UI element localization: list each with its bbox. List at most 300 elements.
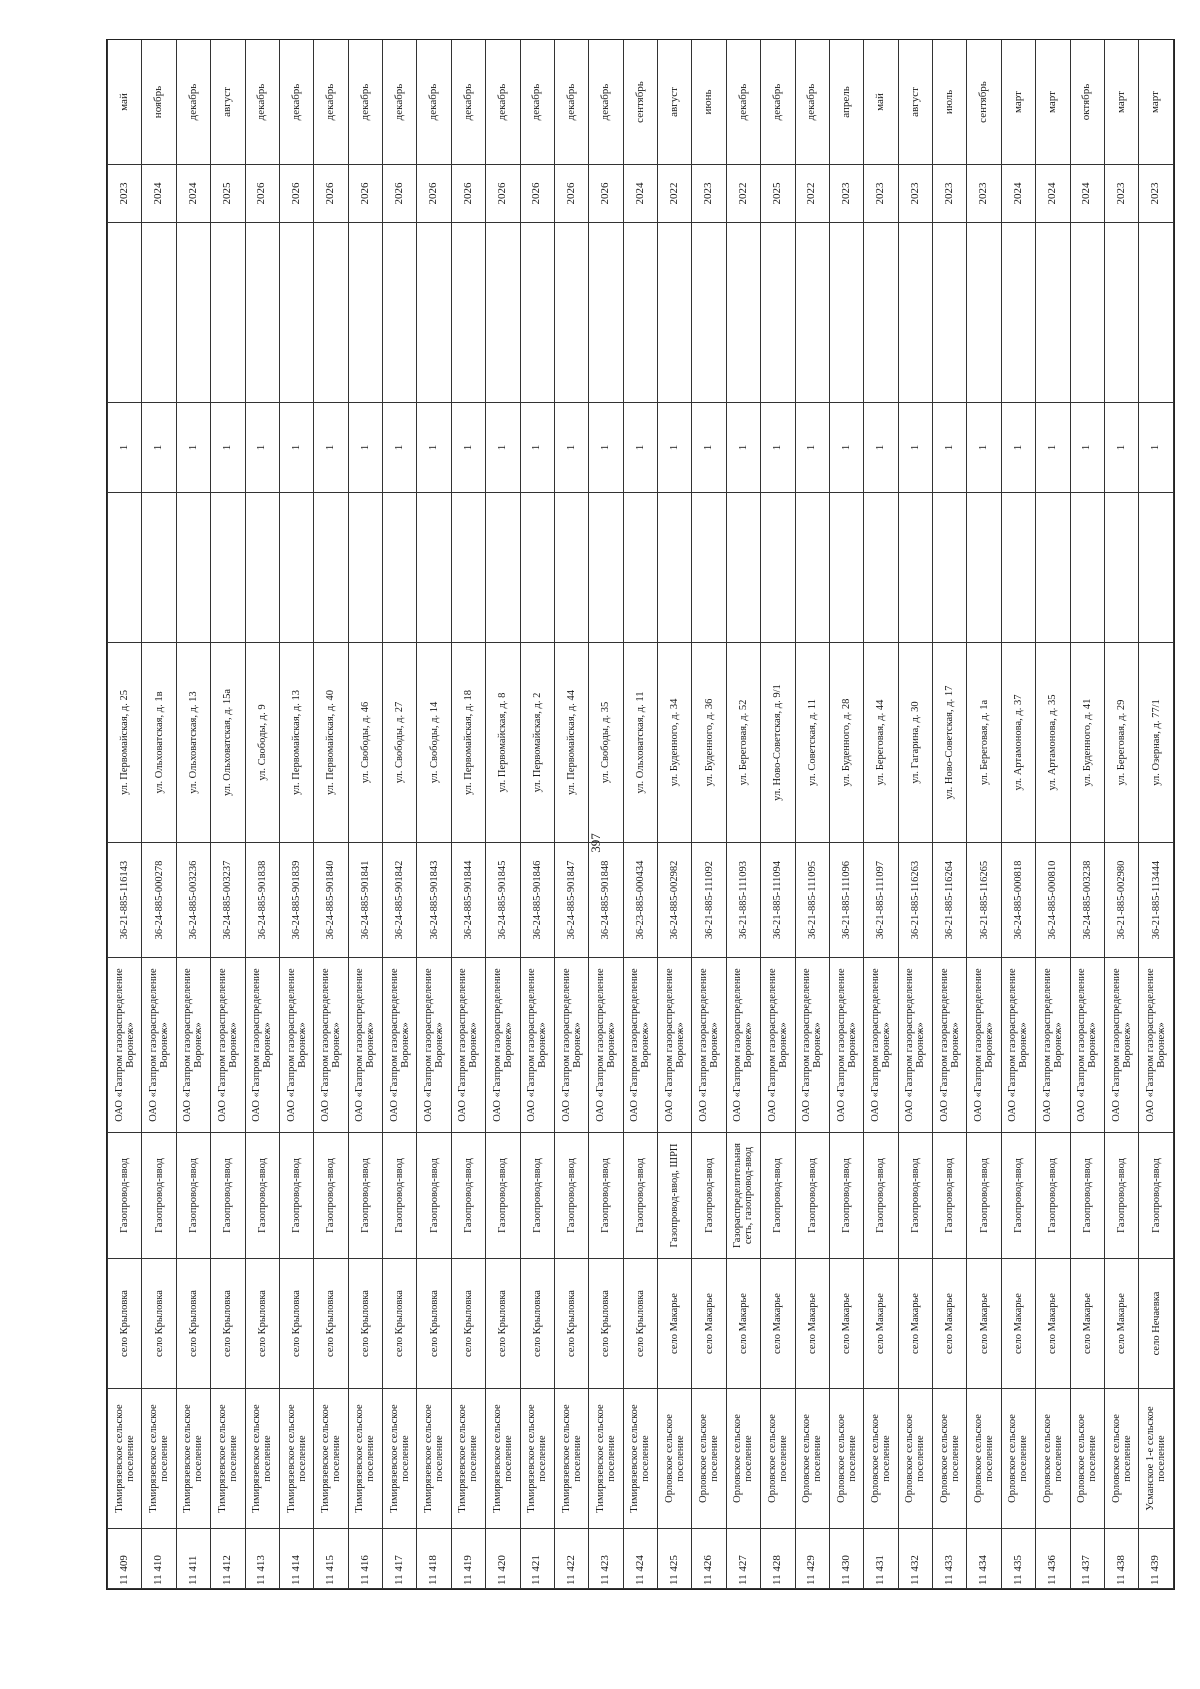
address-cell: ул. Береговая, д. 1а	[967, 643, 1001, 843]
year-cell: 2026	[417, 165, 451, 223]
locality-cell: село Макарье	[658, 1259, 692, 1389]
owner-cell: ОАО «Газпром газораспределение Воронеж»	[692, 958, 726, 1133]
address-cell: ул. Ново-Советская, д. 17	[933, 643, 967, 843]
empty-cell	[279, 493, 313, 643]
object-type-cell: Газопровод-ввод	[142, 1133, 176, 1259]
year-cell: 2026	[589, 165, 623, 223]
locality-cell: село Крыловка	[211, 1259, 245, 1389]
row-number-cell: 11 425	[658, 1529, 692, 1589]
empty-cell	[933, 493, 967, 643]
table-row	[108, 40, 142, 1589]
table-row	[1001, 40, 1035, 1589]
object-type-cell: Газопровод-ввод	[1139, 1133, 1174, 1259]
object-code-cell: 36-21-885-116265	[967, 843, 1001, 958]
empty-cell	[520, 493, 554, 643]
object-code-cell: 36-24-885-901841	[348, 843, 382, 958]
locality-cell: село Крыловка	[486, 1259, 520, 1389]
owner-cell: ОАО «Газпром газораспределение Воронеж»	[211, 958, 245, 1133]
object-type-cell: Газопровод-ввод	[279, 1133, 313, 1259]
quantity-cell: 1	[279, 403, 313, 493]
month-cell: апрель	[829, 40, 863, 165]
empty-cell	[1070, 493, 1104, 643]
address-cell: ул. Первомайская, д. 2	[520, 643, 554, 843]
settlement-cell: Тимирязевское сельское поселение	[589, 1389, 623, 1529]
settlement-cell: Тимирязевское сельское поселение	[142, 1389, 176, 1529]
empty-cell	[451, 223, 485, 403]
locality-cell: село Крыловка	[451, 1259, 485, 1389]
month-cell: декабрь	[589, 40, 623, 165]
owner-cell: ОАО «Газпром газораспределение Воронеж»	[589, 958, 623, 1133]
empty-cell	[486, 493, 520, 643]
owner-cell: ОАО «Газпром газораспределение Воронеж»	[314, 958, 348, 1133]
object-code-cell: 36-24-885-901847	[554, 843, 588, 958]
empty-cell	[520, 223, 554, 403]
month-cell: декабрь	[245, 40, 279, 165]
object-code-cell: 36-21-885-116143	[108, 843, 142, 958]
year-cell: 2023	[692, 165, 726, 223]
row-number-cell: 11 433	[933, 1529, 967, 1589]
table-row	[726, 40, 760, 1589]
object-code-cell: 36-21-885-111094	[761, 843, 795, 958]
row-number-cell: 11 431	[864, 1529, 898, 1589]
owner-cell: ОАО «Газпром газораспределение Воронеж»	[761, 958, 795, 1133]
locality-cell: село Макарье	[1001, 1259, 1035, 1389]
object-type-cell: Газопровод-ввод	[829, 1133, 863, 1259]
quantity-cell: 1	[795, 403, 829, 493]
locality-cell: село Крыловка	[279, 1259, 313, 1389]
locality-cell: село Нечаевка	[1139, 1259, 1174, 1389]
quantity-cell: 1	[589, 403, 623, 493]
owner-cell: ОАО «Газпром газораспределение Воронеж»	[1036, 958, 1070, 1133]
year-cell: 2025	[761, 165, 795, 223]
empty-cell	[761, 493, 795, 643]
empty-cell	[967, 493, 1001, 643]
row-number-cell: 11 429	[795, 1529, 829, 1589]
row-number-cell: 11 419	[451, 1529, 485, 1589]
settlement-cell: Орловское сельское поселение	[1104, 1389, 1138, 1529]
row-number-cell: 11 435	[1001, 1529, 1035, 1589]
table-row	[245, 40, 279, 1589]
table-row	[211, 40, 245, 1589]
empty-cell	[486, 223, 520, 403]
quantity-cell: 1	[348, 403, 382, 493]
locality-cell: село Макарье	[898, 1259, 932, 1389]
table-row	[554, 40, 588, 1589]
table-row	[898, 40, 932, 1589]
row-number-cell: 11 409	[108, 1529, 142, 1589]
month-cell: декабрь	[761, 40, 795, 165]
table-row	[279, 40, 313, 1589]
object-code-cell: 36-24-885-000810	[1036, 843, 1070, 958]
settlement-cell: Орловское сельское поселение	[967, 1389, 1001, 1529]
table-row	[417, 40, 451, 1589]
row-number-cell: 11 412	[211, 1529, 245, 1589]
quantity-cell: 1	[898, 403, 932, 493]
settlement-cell: Орловское сельское поселение	[1001, 1389, 1035, 1529]
month-cell: август	[898, 40, 932, 165]
year-cell: 2023	[829, 165, 863, 223]
table-row	[348, 40, 382, 1589]
month-cell: декабрь	[279, 40, 313, 165]
locality-cell: село Крыловка	[589, 1259, 623, 1389]
object-code-cell: 36-21-885-111096	[829, 843, 863, 958]
row-number-cell: 11 424	[623, 1529, 657, 1589]
settlement-cell: Тимирязевское сельское поселение	[279, 1389, 313, 1529]
empty-cell	[211, 493, 245, 643]
owner-cell: ОАО «Газпром газораспределение Воронеж»	[108, 958, 142, 1133]
address-cell: ул. Первомайская, д. 13	[279, 643, 313, 843]
empty-cell	[1001, 493, 1035, 643]
address-cell: ул. Свободы, д. 35	[589, 643, 623, 843]
quantity-cell: 1	[520, 403, 554, 493]
empty-cell	[933, 223, 967, 403]
object-type-cell: Газопровод-ввод, ШРП	[658, 1133, 692, 1259]
object-code-cell: 36-24-885-901838	[245, 843, 279, 958]
empty-cell	[108, 223, 142, 403]
empty-cell	[864, 223, 898, 403]
owner-cell: ОАО «Газпром газораспределение Воронеж»	[142, 958, 176, 1133]
address-cell: ул. Свободы, д. 46	[348, 643, 382, 843]
owner-cell: ОАО «Газпром газораспределение Воронеж»	[829, 958, 863, 1133]
object-code-cell: 36-24-885-901848	[589, 843, 623, 958]
empty-cell	[829, 493, 863, 643]
address-cell: ул. Ольховатская, д. 11	[623, 643, 657, 843]
quantity-cell: 1	[864, 403, 898, 493]
row-number-cell: 11 427	[726, 1529, 760, 1589]
year-cell: 2026	[314, 165, 348, 223]
address-cell: ул. Буденного, д. 34	[658, 643, 692, 843]
quantity-cell: 1	[108, 403, 142, 493]
year-cell: 2026	[279, 165, 313, 223]
quantity-cell: 1	[245, 403, 279, 493]
object-code-cell: 36-24-885-003236	[176, 843, 210, 958]
empty-cell	[108, 493, 142, 643]
quantity-cell: 1	[829, 403, 863, 493]
empty-cell	[1104, 493, 1138, 643]
row-number-cell: 11 411	[176, 1529, 210, 1589]
object-code-cell: 36-21-885-116264	[933, 843, 967, 958]
object-code-cell: 36-24-885-901844	[451, 843, 485, 958]
year-cell: 2024	[1036, 165, 1070, 223]
object-type-cell: Газопровод-ввод	[864, 1133, 898, 1259]
object-type-cell: Газопровод-ввод	[520, 1133, 554, 1259]
month-cell: декабрь	[795, 40, 829, 165]
settlement-cell: Тимирязевское сельское поселение	[314, 1389, 348, 1529]
locality-cell: село Крыловка	[417, 1259, 451, 1389]
page-number: 397	[588, 833, 603, 853]
owner-cell: ОАО «Газпром газораспределение Воронеж»	[554, 958, 588, 1133]
month-cell: декабрь	[486, 40, 520, 165]
locality-cell: село Макарье	[1036, 1259, 1070, 1389]
owner-cell: ОАО «Газпром газораспределение Воронеж»	[967, 958, 1001, 1133]
address-cell: ул. Ольховатская, д. 1в	[142, 643, 176, 843]
locality-cell: село Крыловка	[176, 1259, 210, 1389]
year-cell: 2023	[898, 165, 932, 223]
address-cell: ул. Гагарина, д. 30	[898, 643, 932, 843]
year-cell: 2023	[108, 165, 142, 223]
row-number-cell: 11 417	[383, 1529, 417, 1589]
table-row	[176, 40, 210, 1589]
object-type-cell: Газопровод-ввод	[176, 1133, 210, 1259]
table-row	[795, 40, 829, 1589]
month-cell: декабрь	[520, 40, 554, 165]
owner-cell: ОАО «Газпром газораспределение Воронеж»	[795, 958, 829, 1133]
table-row	[1139, 40, 1174, 1589]
owner-cell: ОАО «Газпром газораспределение Воронеж»	[245, 958, 279, 1133]
object-type-cell: Газопровод-ввод	[967, 1133, 1001, 1259]
empty-cell	[1104, 223, 1138, 403]
empty-cell	[1139, 493, 1174, 643]
quantity-cell: 1	[1139, 403, 1174, 493]
quantity-cell: 1	[1104, 403, 1138, 493]
empty-cell	[211, 223, 245, 403]
locality-cell: село Крыловка	[554, 1259, 588, 1389]
object-type-cell: Газопровод-ввод	[1036, 1133, 1070, 1259]
month-cell: октябрь	[1070, 40, 1104, 165]
object-code-cell: 36-24-885-901843	[417, 843, 451, 958]
empty-cell	[348, 223, 382, 403]
object-code-cell: 36-24-885-003238	[1070, 843, 1104, 958]
address-cell: ул. Ольховатская, д. 15а	[211, 643, 245, 843]
owner-cell: ОАО «Газпром газораспределение Воронеж»	[726, 958, 760, 1133]
settlement-cell: Усманское 1-е сельское поселение	[1139, 1389, 1174, 1529]
month-cell: март	[1139, 40, 1174, 165]
row-number-cell: 11 436	[1036, 1529, 1070, 1589]
empty-cell	[383, 223, 417, 403]
quantity-cell: 1	[176, 403, 210, 493]
settlement-cell: Орловское сельское поселение	[829, 1389, 863, 1529]
quantity-cell: 1	[314, 403, 348, 493]
object-type-cell: Газопровод-ввод	[348, 1133, 382, 1259]
gas-pipeline-table	[107, 39, 1174, 1589]
object-type-cell: Газопровод-ввод	[554, 1133, 588, 1259]
locality-cell: село Макарье	[726, 1259, 760, 1389]
empty-cell	[898, 223, 932, 403]
empty-cell	[348, 493, 382, 643]
locality-cell: село Макарье	[933, 1259, 967, 1389]
quantity-cell: 1	[967, 403, 1001, 493]
empty-cell	[417, 223, 451, 403]
owner-cell: ОАО «Газпром газораспределение Воронеж»	[623, 958, 657, 1133]
settlement-cell: Орловское сельское поселение	[864, 1389, 898, 1529]
owner-cell: ОАО «Газпром газораспределение Воронеж»	[279, 958, 313, 1133]
month-cell: декабрь	[554, 40, 588, 165]
table-row	[451, 40, 485, 1589]
address-cell: ул. Первомайская, д. 18	[451, 643, 485, 843]
owner-cell: ОАО «Газпром газораспределение Воронеж»	[658, 958, 692, 1133]
month-cell: декабрь	[451, 40, 485, 165]
row-number-cell: 11 415	[314, 1529, 348, 1589]
owner-cell: ОАО «Газпром газораспределение Воронеж»	[348, 958, 382, 1133]
year-cell: 2023	[864, 165, 898, 223]
row-number-cell: 11 414	[279, 1529, 313, 1589]
month-cell: март	[1001, 40, 1035, 165]
registry-table	[106, 39, 1175, 1590]
quantity-cell: 1	[1070, 403, 1104, 493]
empty-cell	[176, 493, 210, 643]
address-cell: ул. Советская, д. 11	[795, 643, 829, 843]
object-type-cell: Газопровод-ввод	[417, 1133, 451, 1259]
settlement-cell: Орловское сельское поселение	[933, 1389, 967, 1529]
object-type-cell: Газопровод-ввод	[383, 1133, 417, 1259]
row-number-cell: 11 428	[761, 1529, 795, 1589]
month-cell: декабрь	[176, 40, 210, 165]
month-cell: декабрь	[383, 40, 417, 165]
empty-cell	[554, 493, 588, 643]
settlement-cell: Орловское сельское поселение	[1070, 1389, 1104, 1529]
empty-cell	[623, 493, 657, 643]
locality-cell: село Крыловка	[623, 1259, 657, 1389]
empty-cell	[658, 493, 692, 643]
table-row	[967, 40, 1001, 1589]
year-cell: 2023	[1104, 165, 1138, 223]
quantity-cell: 1	[658, 403, 692, 493]
quantity-cell: 1	[1036, 403, 1070, 493]
address-cell: ул. Ново-Советская, д. 9/1	[761, 643, 795, 843]
owner-cell: ОАО «Газпром газораспределение Воронеж»	[417, 958, 451, 1133]
empty-cell	[554, 223, 588, 403]
empty-cell	[864, 493, 898, 643]
year-cell: 2022	[658, 165, 692, 223]
empty-cell	[1001, 223, 1035, 403]
row-number-cell: 11 422	[554, 1529, 588, 1589]
month-cell: май	[108, 40, 142, 165]
address-cell: ул. Береговая, д. 29	[1104, 643, 1138, 843]
table-row	[314, 40, 348, 1589]
empty-cell	[451, 493, 485, 643]
object-code-cell: 36-24-885-000278	[142, 843, 176, 958]
object-code-cell: 36-21-885-002980	[1104, 843, 1138, 958]
locality-cell: село Макарье	[692, 1259, 726, 1389]
settlement-cell: Тимирязевское сельское поселение	[348, 1389, 382, 1529]
address-cell: ул. Ольховатская, д. 13	[176, 643, 210, 843]
year-cell: 2023	[967, 165, 1001, 223]
month-cell: сентябрь	[967, 40, 1001, 165]
empty-cell	[417, 493, 451, 643]
year-cell: 2024	[1070, 165, 1104, 223]
table-row	[486, 40, 520, 1589]
address-cell: ул. Свободы, д. 14	[417, 643, 451, 843]
locality-cell: село Крыловка	[383, 1259, 417, 1389]
address-cell: ул. Первомайская, д. 44	[554, 643, 588, 843]
owner-cell: ОАО «Газпром газораспределение Воронеж»	[1070, 958, 1104, 1133]
quantity-cell: 1	[486, 403, 520, 493]
address-cell: ул. Буденного, д. 36	[692, 643, 726, 843]
row-number-cell: 11 430	[829, 1529, 863, 1589]
object-type-cell: Газопровод-ввод	[898, 1133, 932, 1259]
settlement-cell: Тимирязевское сельское поселение	[554, 1389, 588, 1529]
object-code-cell: 36-24-885-901845	[486, 843, 520, 958]
year-cell: 2026	[245, 165, 279, 223]
locality-cell: село Крыловка	[348, 1259, 382, 1389]
object-code-cell: 36-21-885-116263	[898, 843, 932, 958]
empty-cell	[898, 493, 932, 643]
owner-cell: ОАО «Газпром газораспределение Воронеж»	[898, 958, 932, 1133]
locality-cell: село Макарье	[864, 1259, 898, 1389]
locality-cell: село Макарье	[795, 1259, 829, 1389]
month-cell: декабрь	[417, 40, 451, 165]
row-number-cell: 11 437	[1070, 1529, 1104, 1589]
empty-cell	[589, 223, 623, 403]
table-row	[1036, 40, 1070, 1589]
empty-cell	[795, 223, 829, 403]
month-cell: сентябрь	[623, 40, 657, 165]
year-cell: 2026	[520, 165, 554, 223]
object-code-cell: 36-21-885-111092	[692, 843, 726, 958]
empty-cell	[726, 493, 760, 643]
quantity-cell: 1	[623, 403, 657, 493]
locality-cell: село Крыловка	[245, 1259, 279, 1389]
settlement-cell: Орловское сельское поселение	[795, 1389, 829, 1529]
object-code-cell: 36-24-885-901842	[383, 843, 417, 958]
empty-cell	[589, 493, 623, 643]
locality-cell: село Крыловка	[314, 1259, 348, 1389]
month-cell: март	[1104, 40, 1138, 165]
object-type-cell: Газопровод-ввод	[1070, 1133, 1104, 1259]
object-type-cell: Газопровод-ввод	[761, 1133, 795, 1259]
quantity-cell: 1	[933, 403, 967, 493]
locality-cell: село Макарье	[967, 1259, 1001, 1389]
month-cell: август	[658, 40, 692, 165]
year-cell: 2022	[795, 165, 829, 223]
table-row	[383, 40, 417, 1589]
quantity-cell: 1	[417, 403, 451, 493]
empty-cell	[692, 493, 726, 643]
object-type-cell: Газопровод-ввод	[211, 1133, 245, 1259]
empty-cell	[142, 223, 176, 403]
locality-cell: село Макарье	[1070, 1259, 1104, 1389]
year-cell: 2026	[554, 165, 588, 223]
object-type-cell: Газопровод-ввод	[108, 1133, 142, 1259]
settlement-cell: Орловское сельское поселение	[761, 1389, 795, 1529]
empty-cell	[761, 223, 795, 403]
row-number-cell: 11 423	[589, 1529, 623, 1589]
locality-cell: село Крыловка	[142, 1259, 176, 1389]
settlement-cell: Тимирязевское сельское поселение	[383, 1389, 417, 1529]
locality-cell: село Крыловка	[520, 1259, 554, 1389]
object-type-cell: Газораспределительная сеть, газопровод-ввод	[726, 1133, 760, 1259]
settlement-cell: Тимирязевское сельское поселение	[176, 1389, 210, 1529]
table-row	[142, 40, 176, 1589]
row-number-cell: 11 420	[486, 1529, 520, 1589]
object-code-cell: 36-21-885-111097	[864, 843, 898, 958]
settlement-cell: Тимирязевское сельское поселение	[417, 1389, 451, 1529]
year-cell: 2024	[142, 165, 176, 223]
table-row	[829, 40, 863, 1589]
address-cell: ул. Береговая, д. 44	[864, 643, 898, 843]
quantity-cell: 1	[383, 403, 417, 493]
table-row	[623, 40, 657, 1589]
empty-cell	[967, 223, 1001, 403]
table-row	[933, 40, 967, 1589]
month-cell: июль	[933, 40, 967, 165]
settlement-cell: Тимирязевское сельское поселение	[486, 1389, 520, 1529]
address-cell: ул. Первомайская, д. 8	[486, 643, 520, 843]
quantity-cell: 1	[211, 403, 245, 493]
object-type-cell: Газопровод-ввод	[1001, 1133, 1035, 1259]
empty-cell	[279, 223, 313, 403]
object-code-cell: 36-24-885-003237	[211, 843, 245, 958]
settlement-cell: Тимирязевское сельское поселение	[623, 1389, 657, 1529]
address-cell: ул. Озерная, д. 77/1	[1139, 643, 1174, 843]
row-number-cell: 11 426	[692, 1529, 726, 1589]
empty-cell	[829, 223, 863, 403]
month-cell: декабрь	[314, 40, 348, 165]
month-cell: декабрь	[726, 40, 760, 165]
address-cell: ул. Свободы, д. 9	[245, 643, 279, 843]
settlement-cell: Тимирязевское сельское поселение	[211, 1389, 245, 1529]
month-cell: август	[211, 40, 245, 165]
